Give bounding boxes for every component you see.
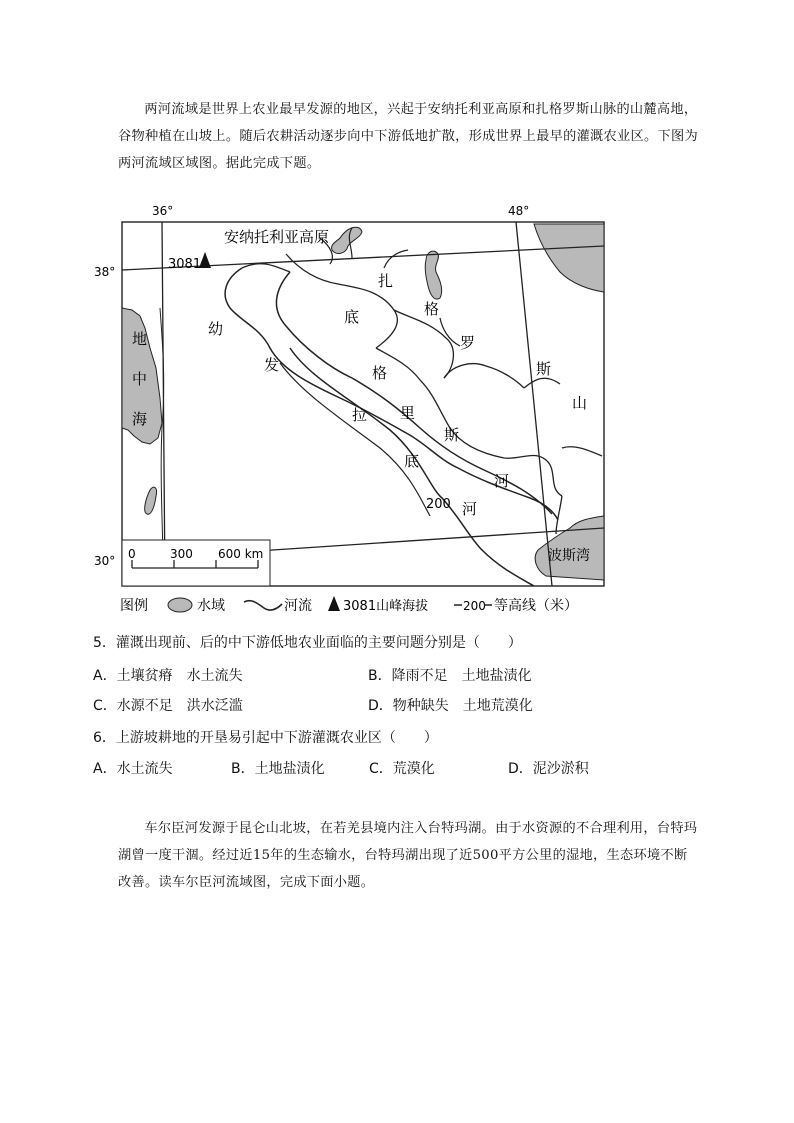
euphrates-char-3: 拉 (352, 406, 368, 424)
tigris-char-5: 河 (494, 472, 510, 490)
legend-peak-label: 3081山峰海拔 (343, 599, 429, 614)
scale-0: 0 (128, 547, 136, 561)
legend-river-swatch (244, 601, 282, 610)
question-6-option-b[interactable]: B．土地盐渍化 (231, 761, 325, 777)
scale-600: 600 km (218, 547, 264, 561)
lat-38-label: 38° (94, 265, 116, 279)
question-5-option-a[interactable]: A．土壤贫瘠 水土流失 (93, 668, 243, 684)
map-frame (122, 222, 604, 586)
lake-van (332, 227, 362, 253)
question-6-stem: 6．上游坡耕地的开垦易引起中下游灌溉农业区（ ） (93, 730, 438, 746)
question-5-option-b[interactable]: B．降雨不足 土地盐渍化 (368, 668, 532, 684)
lat-30-label: 30° (94, 554, 116, 568)
question-5-option-d[interactable]: D．物种缺失 土地荒漠化 (368, 698, 533, 714)
lon-48-label: 48° (508, 204, 530, 218)
question-5-option-c[interactable]: C．水源不足 洪水泛滥 (93, 698, 243, 714)
scale-300: 300 (170, 547, 193, 561)
zagros-char-1: 扎 (378, 272, 394, 290)
euphrates-char-2: 发 (264, 356, 280, 374)
tigris-char-2: 格 (372, 364, 388, 382)
euphrates-char-1: 幼 (208, 320, 224, 338)
legend-title: 图例 (120, 598, 148, 614)
gulf-label: 波斯湾 (548, 548, 590, 564)
zagros-char-4: 斯 (536, 360, 552, 378)
lon-36-label: 36° (152, 204, 174, 218)
legend-water-swatch (168, 598, 192, 612)
plateau-label: 安纳托利亚高原 (224, 228, 330, 246)
caspian-sea (534, 224, 604, 292)
passage-2: 车尔臣河发源于昆仑山北坡，在若羌县境内注入台特玛湖。由于水资源的不合理利用，台特玛湖曾一度干涸。经过近15年的生态输水，台特玛湖出现了近500平方公里的湿地，生态环境不断改善。读车尔臣河流域图，完成下面小题。 (118, 821, 698, 890)
contour-label: 200 (426, 497, 451, 512)
zagros-char-5: 山 (572, 394, 588, 412)
legend-contour-num: 200 (463, 599, 486, 613)
legend-river-label: 河流 (284, 598, 312, 614)
tigris-river (276, 272, 552, 514)
legend-water-label: 水域 (197, 598, 225, 614)
legend-contour-label: 等高线（米） (494, 598, 578, 614)
question-5-stem: 5．灌溉出现前、后的中下游低地农业面临的主要问题分别是（ ） (93, 635, 522, 651)
river-char: 河 (462, 500, 478, 518)
tigris-char-1: 底 (344, 308, 360, 326)
legend-peak-swatch (328, 596, 340, 611)
cyprus-island (145, 487, 157, 514)
peak-label: 3081 (168, 257, 202, 272)
two-rivers-map (90, 198, 620, 628)
zagros-char-3: 罗 (460, 334, 476, 352)
sea-char-1: 地 (132, 330, 148, 348)
question-6-option-d[interactable]: D．泥沙淤积 (508, 761, 589, 777)
question-6-option-a[interactable]: A．水土流失 (93, 761, 173, 777)
lake-urmia (425, 251, 441, 299)
question-6-option-c[interactable]: C．荒漠化 (369, 761, 435, 777)
euphrates-upper (242, 264, 290, 272)
sea-char-3: 海 (132, 410, 148, 428)
sea-char-2: 中 (132, 370, 148, 388)
tigris-char-4: 斯 (444, 426, 460, 444)
zagros-char-2: 格 (424, 300, 440, 318)
euphrates-char-4: 底 (404, 452, 420, 470)
passage-1: 两河流域是世界上农业最早发源的地区，兴起于安纳托利亚高原和扎格罗斯山脉的山麓高地，谷物种植在山坡上。随后农耕活动逐步向中下游低地扩散，形成世界上最早的灌溉农业区。下图为两河流域区域图。据此完成下题。 (118, 102, 698, 171)
tigris-char-3: 里 (400, 404, 416, 422)
